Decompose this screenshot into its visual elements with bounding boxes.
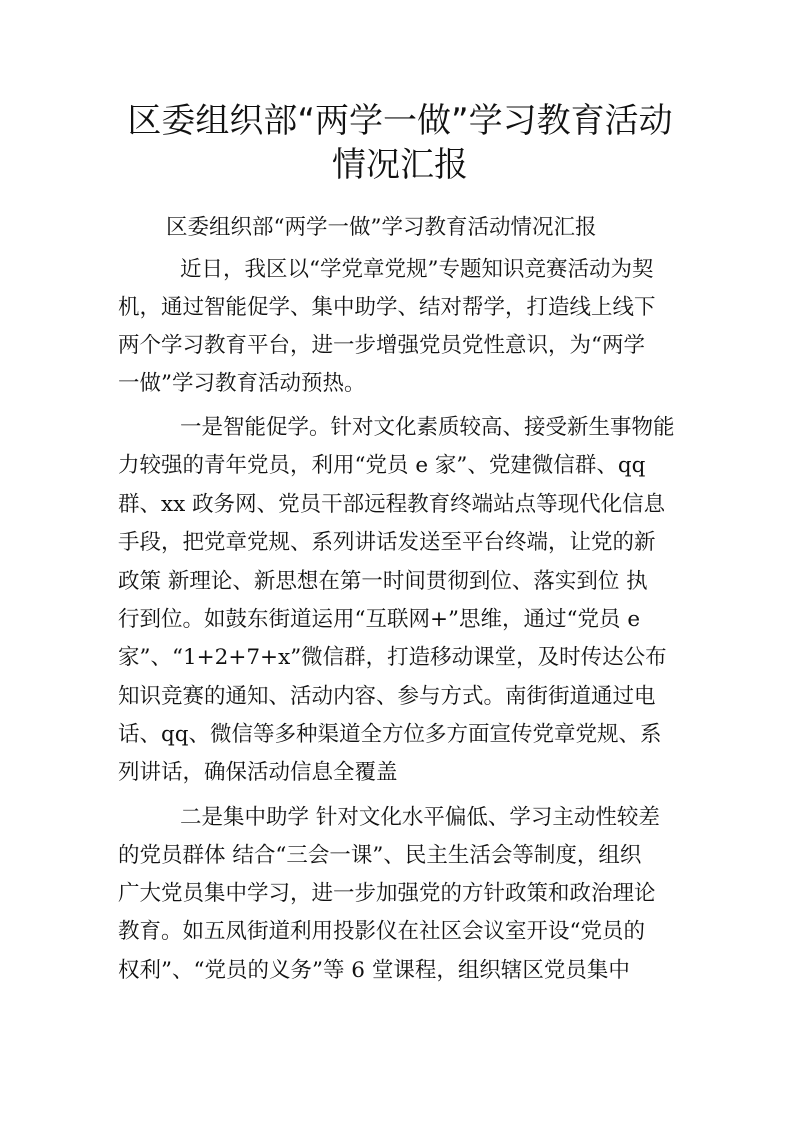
body-text-line: 权利”、“党员的义务”等 6 堂课程，组织辖区党员集中	[118, 958, 630, 983]
body-text-line: 的党员群体 结合“三会一课”、民主生活会等制度，组织	[118, 843, 642, 868]
document-title-line-2: 情况汇报	[332, 145, 468, 185]
body-text-line: 行到位。如鼓东街道运用“互联网+”思维，通过“党员 e	[118, 607, 641, 632]
body-text-line: 力较强的青年党员，利用“党员 e 家”、党建微信群、qq	[118, 453, 646, 478]
body-text-line: 列讲话，确保活动信息全覆盖	[118, 760, 398, 785]
body-text-line: 群、xx 政务网、党员干部远程教育终端站点等现代化信息	[118, 492, 666, 517]
body-text-line: 二是集中助学 针对文化水平偏低、学习主动性较差	[180, 805, 660, 830]
document-subtitle: 区委组织部“两学一做”学习教育活动情况汇报	[166, 215, 597, 240]
body-text-line: 教育。如五凤街道利用投影仪在社区会议室开设“党员的	[118, 919, 645, 944]
body-text-line: 两个学习教育平台，进一步增强党员党性意识，为“两学	[118, 333, 645, 358]
body-text-line: 机，通过智能促学、集中助学、结对帮学，打造线上线下	[118, 295, 656, 320]
body-text-line: 手段，把党章党规、系列讲话发送至平台终端，让党的新	[118, 530, 656, 555]
body-text-line: 广大党员集中学习，进一步加强党的方针政策和政治理论	[118, 881, 656, 906]
body-text-line: 近日，我区以“学党章党规”专题知识竞赛活动为契	[180, 257, 654, 282]
body-text-line: 一做”学习教育活动预热。	[118, 371, 366, 396]
body-text-line: 家”、“1+2+7+x”微信群，打造移动课堂，及时传达公布	[118, 645, 667, 670]
body-text-line: 一是智能促学。针对文化素质较高、接受新生事物能	[180, 415, 675, 440]
body-text-line: 话、qq、微信等多种渠道全方位多方面宣传党章党规、系	[118, 722, 662, 747]
document-title-line-1: 区委组织部“两学一做”学习教育活动	[127, 101, 673, 141]
body-text-line: 知识竞赛的通知、活动内容、参与方式。南街街道通过电	[118, 684, 656, 709]
body-text-line: 政策 新理论、新思想在第一时间贯彻到位、落实到位 执	[118, 569, 648, 594]
